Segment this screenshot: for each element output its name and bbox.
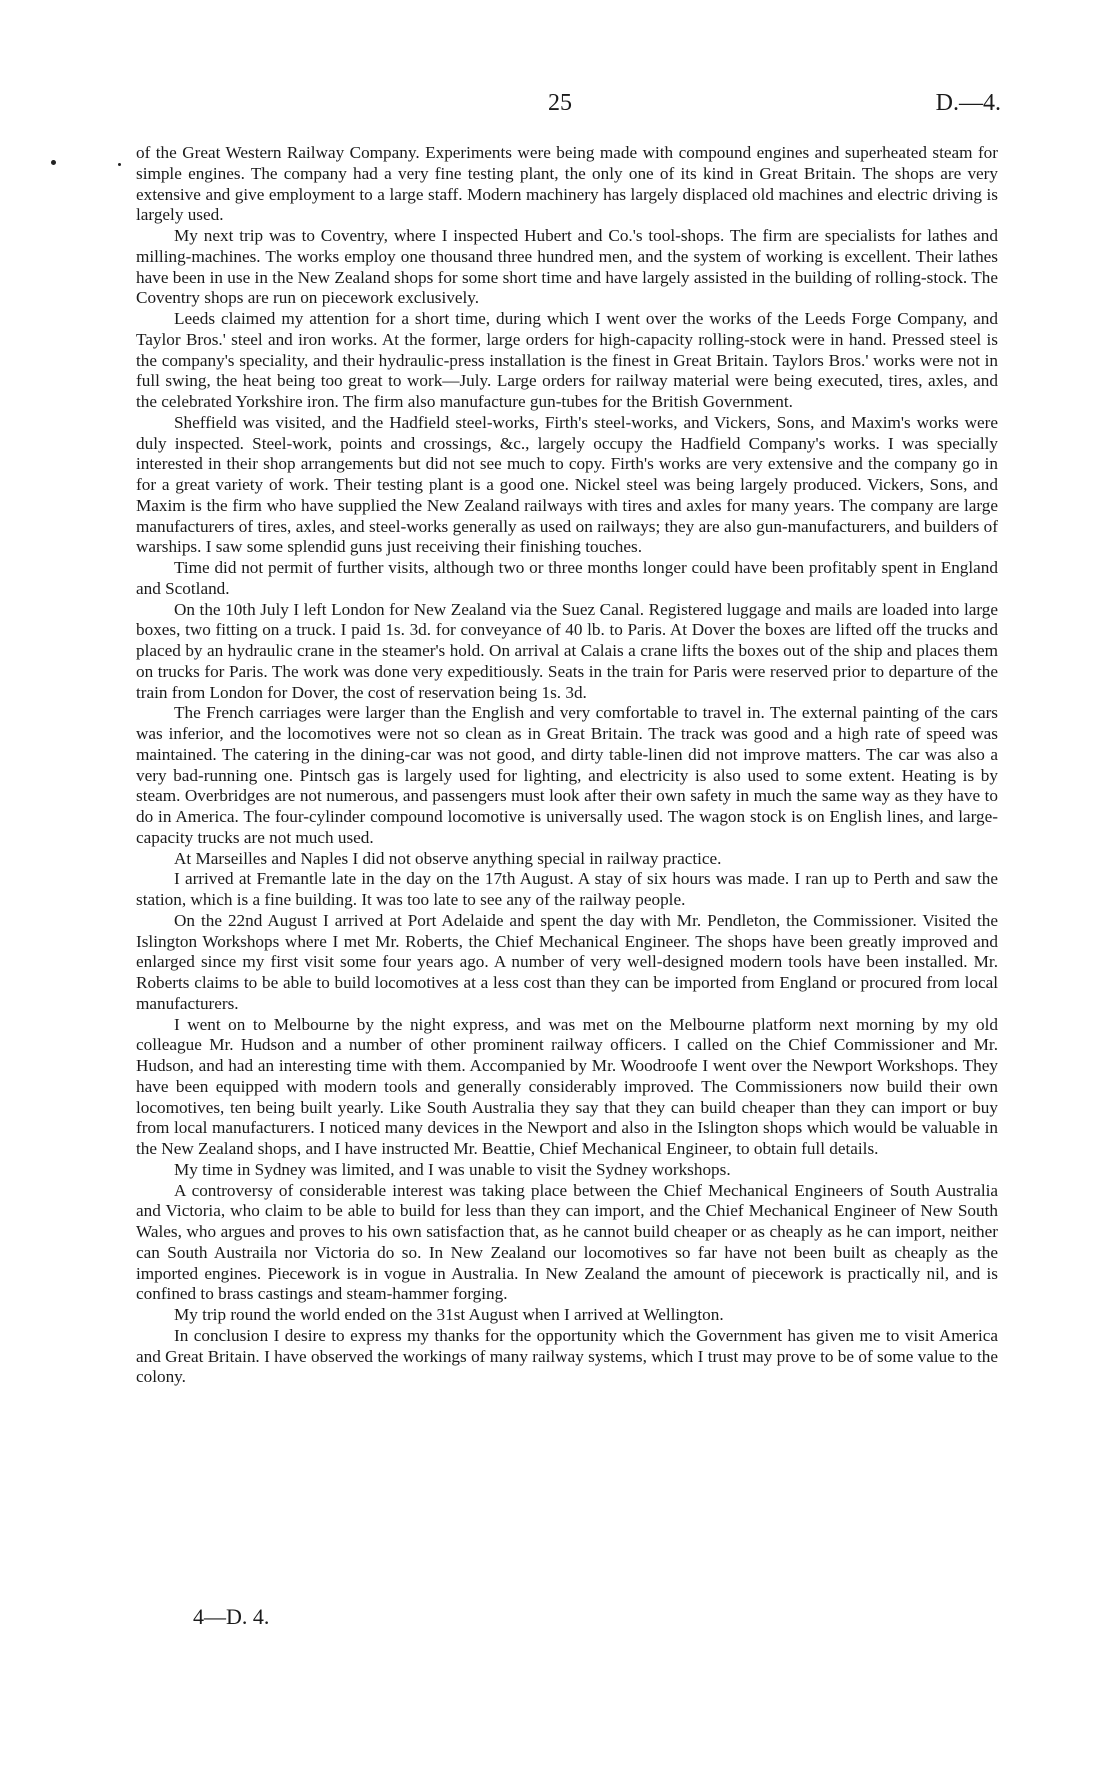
footer-signature: 4—D. 4.	[193, 1604, 270, 1629]
scan-speck	[118, 163, 121, 166]
paragraph: Time did not permit of further visits, although two or three months longer could have been profitably spent in England and Scotland.	[136, 558, 998, 598]
paragraph: A controversy of considerable interest was taking place between the Chief Mechanical Engineers of South Australia and Victoria, who claim to be able to build for less than they can import, and the Chief Mechanical Engineer of New South Wales, who argues and proves to his own satisfaction that, as he cannot build cheaper or as cheaply as he can import, neither can South Austraila nor Victoria do so. In New Zealand our locomotives so far have not been built as cheaply as the imported engines. Piecework is in vogue in Australia. In New Zealand the amount of piecework is practically nil, and is confined to brass castings and steam-hammer forging.	[136, 1180, 998, 1304]
paragraph: My trip round the world ended on the 31st August when I arrived at Wellington.	[174, 1305, 724, 1324]
paragraph: My next trip was to Coventry, where I inspected Hubert and Co.'s tool-shops. The firm are specialists for lathes and milling-machines. The works employ one thousand three hundred men, and the system of working is excellent. Their lathes have been in use in the New Zealand shops for some short time and have largely assisted in the building of rolling-stock. The Coventry shops are run on piecework exclusively.	[136, 226, 998, 308]
paragraph: My time in Sydney was limited, and I was unable to visit the Sydney workshops.	[174, 1159, 731, 1179]
paragraph: On the 10th July I left London for New Zealand via the Suez Canal. Registered luggage and mails are loaded into large boxes, two fitting on a truck. I paid 1s. 3d. for conveyance of 40 lb. to Paris. At Dover the boxes are lifted off the trucks and placed by an hydraulic crane in the steamer's hold. On arrival at Calais a crane lifts the boxes out of the ship and places them on trucks for Paris. The work was done very expeditiously. Seats in the train for Paris were reserved prior to departure of the train from London for Dover, the cost of reservation being 1s. 3d.	[136, 599, 998, 702]
body-text	[136, 143, 998, 1388]
paragraph: On the 22nd August I arrived at Port Adelaide and spent the day with Mr. Pendleton, the Commissioner. Visited the Islington Workshops where I met Mr. Roberts, the Chief Mechanical Engineer. The shops have been greatly improved and enlarged since my first visit some four years ago. A number of very well-designed modern tools have been installed. Mr. Roberts claims to be able to build locomotives at a less cost than they can be imported from England or procured from local manufacturers.	[136, 910, 998, 1013]
paragraph: Sheffield was visited, and the Hadfield steel-works, Firth's steel-works, and Vickers, Sons, and Maxim's works were duly inspected. Steel-work, points and crossings, &c., largely occupy the Hadfield Company's works. I was specially interested in their shop arrangements but did not see much to copy. Firth's works are very extensive and the company go in for a great variety of work. Their testing plant is a good one. Nickel steel was being largely produced. Vickers, Sons, and Maxim is the firm who have supplied the New Zealand railways with tires and axles for many years. The company are large manufacturers of tires, axles, and steel-works generally as used on railways; they are also gun-manufacturers, and builders of warships. I saw some splendid guns just receiving their finishing touches.	[136, 412, 998, 557]
paragraph: I arrived at Fremantle late in the day on the 17th August. A stay of six hours was made. I ran up to Perth and saw the station, which is a fine building. It was too late to see any of the railway people.	[136, 869, 998, 909]
document-reference: D.—4.	[935, 90, 1001, 116]
paragraph: I went on to Melbourne by the night express, and was met on the Melbourne platform next morning by my old colleague Mr. Hudson and a number of other prominent railway officers. I called on the Chief Commissioner and Mr. Hudson, and had an interesting time with them. Accompanied by Mr. Woodroofe I went over the Newport Workshops. They have been equipped with modern tools and generally considerably improved. The Commissioners now build their own locomotives, ten being built yearly. Like South Australia they say that they can build cheaper than they can import or buy from local manufacturers. I noticed many devices in the Newport and also in the Islington shops which would be valuable in the New Zealand shops, and I have instructed Mr. Beattie, Chief Mechanical Engineer, to obtain full details.	[136, 1014, 998, 1158]
page-number: 25	[548, 90, 572, 116]
paragraph: of the Great Western Railway Company. Experiments were being made with compound engines and superheated steam for simple engines. The company had a very fine testing plant, the only one of its kind in Great Britain. The shops are very extensive and give employment to a large staff. Modern machinery has largely displaced old machines and electric driving is largely used.	[136, 143, 998, 225]
scan-speck	[51, 160, 56, 165]
page-header	[0, 90, 1114, 124]
paragraph: The French carriages were larger than the English and very comfortable to travel in. The external painting of the cars was inferior, and the locomotives were not so clean as in Great Britain. The track was good and a high rate of speed was maintained. The catering in the dining-car was not good, and dirty table-linen did not improve matters. The car was also a very bad-running one. Pintsch gas is largely used for lighting, and electricity is also used to some extent. Heating is by steam. Overbridges are not numerous, and passengers must look after their own safety in much the same way as they have to do in America. The four-cylinder compound locomotive is universally used. The wagon stock is on English lines, and large-capacity trucks are not much used.	[136, 703, 998, 847]
paragraph: Leeds claimed my attention for a short time, during which I went over the works of the Leeds Forge Company, and Taylor Bros.' steel and iron works. At the former, large orders for high-capacity rolling-stock were in hand. Pressed steel is the company's speciality, and their hydraulic-press installation is the finest in Great Britain. Taylors Bros.' works were not in full swing, the heat being too great to work—July. Large orders for railway material were being executed, tires, axles, and the celebrated Yorkshire iron. The firm also manufacture gun-tubes for the British Government.	[136, 309, 998, 411]
paragraph: In conclusion I desire to express my thanks for the opportunity which the Government has given me to visit America and Great Britain. I have observed the workings of many railway systems, which I trust may prove to be of some value to the colony.	[136, 1325, 998, 1387]
paragraph: At Marseilles and Naples I did not observe anything special in railway practice.	[174, 848, 722, 868]
